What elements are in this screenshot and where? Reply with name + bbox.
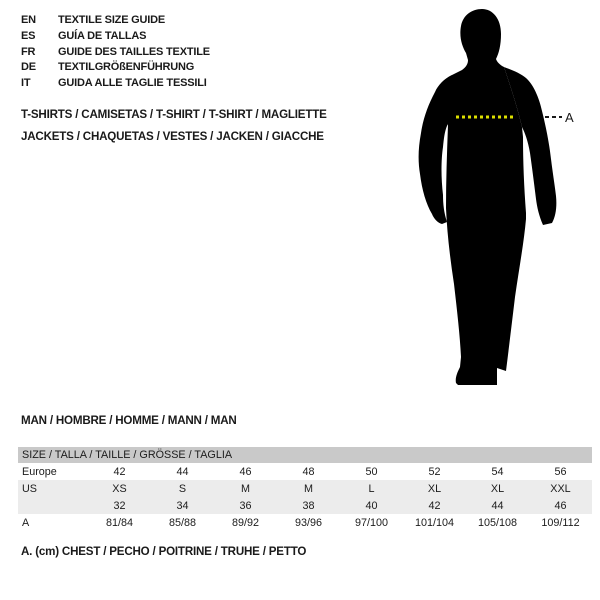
language-label: TEXTILE SIZE GUIDE [58,14,166,26]
language-code: FR [21,45,36,58]
size-cell: 54 [491,465,504,478]
size-cell: XL [466,480,529,497]
row-label: A [22,516,30,529]
language-code: DE [21,61,36,74]
size-cell: 46 [529,497,592,514]
size-cell: 46 [239,465,252,478]
language-code: IT [21,77,31,90]
measurement-figure [410,6,580,388]
language-label: GUIDA ALLE TAGLIE TESSILI [58,77,207,90]
size-cell: 32 [88,497,151,514]
size-table [18,447,592,531]
size-cell: 34 [151,497,214,514]
garment-line-jackets: JACKETS / CHAQUETAS / VESTES / JACKEN / GIACCHE [21,130,324,143]
man-silhouette-body [437,9,526,385]
language-label: TEXTILGRÖßENFÜHRUNG [58,61,195,74]
size-cell: 81/84 [105,516,134,529]
row-label: US [18,480,88,497]
size-table-header: SIZE / TALLA / TAILLE / GRÖSSE / TAGLIA [18,447,592,463]
language-guide-list [21,13,210,92]
table-row-europe [18,463,592,480]
size-cell: L [340,480,403,497]
size-cell: 50 [365,465,378,478]
garment-type-lines [21,104,327,148]
man-silhouette-svg [410,6,580,388]
size-cell: 93/96 [294,516,323,529]
size-cell: 48 [302,465,315,478]
language-row-it [21,76,210,92]
size-cell: 52 [428,465,441,478]
size-cell: S [151,480,214,497]
language-row-fr [21,45,210,61]
table-row-chest-cm [18,514,592,531]
size-cell: XL [403,480,466,497]
size-cell: 85/88 [168,516,197,529]
language-code: ES [21,29,36,42]
size-cell: 44 [176,465,189,478]
size-cell: M [214,480,277,497]
size-cell: M [277,480,340,497]
size-cell: 97/100 [354,516,389,529]
size-cell: 36 [214,497,277,514]
size-cell: 42 [113,465,126,478]
size-cell: 101/104 [414,516,455,529]
language-row-en [21,13,210,29]
size-cell: 40 [340,497,403,514]
size-cell: XXL [529,480,592,497]
size-cell: 89/92 [231,516,260,529]
size-cell: 105/108 [477,516,518,529]
garment-line-tshirts: T-SHIRTS / CAMISETAS / T-SHIRT / T-SHIRT / MAGLIETTE [21,108,327,121]
measurement-footnote: A. (cm) CHEST / PECHO / POITRINE / TRUHE / PETTO [21,545,307,558]
size-cell: 44 [466,497,529,514]
language-code: EN [21,14,36,26]
section-title-man: MAN / HOMBRE / HOMME / MANN / MAN [21,414,237,427]
measure-label-a: A [565,110,574,125]
size-cell: XS [88,480,151,497]
language-row-es [21,29,210,45]
size-cell: 38 [277,497,340,514]
language-row-de [21,60,210,76]
size-cell: 56 [554,465,567,478]
row-label [18,497,88,514]
size-table-header-row [18,447,592,463]
language-label: GUÍA DE TALLAS [58,29,147,42]
size-cell: 109/112 [541,516,580,529]
table-row-us [18,480,592,497]
row-label: Europe [22,465,57,478]
table-row-numeric [18,497,592,514]
size-cell: 42 [403,497,466,514]
language-label: GUIDE DES TAILLES TEXTILE [58,45,210,58]
